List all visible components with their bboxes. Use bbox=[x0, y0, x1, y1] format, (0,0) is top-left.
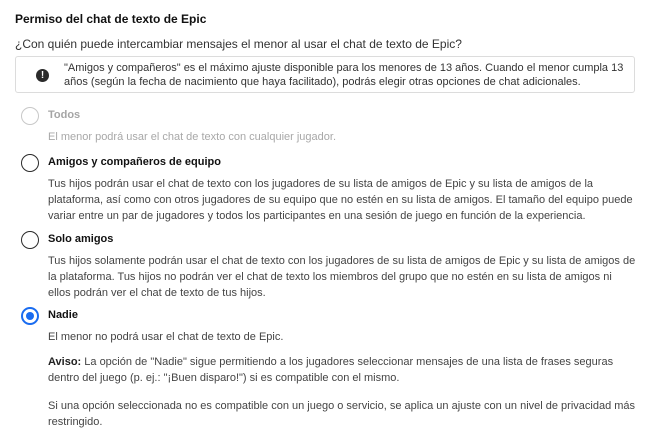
option-description: Tus hijos solamente podrán usar el chat de texto con los jugadores de su lista de amigos de Epic y su lista de amigos de la plataforma. Tus hijos no podrán ver el chat de texto los miembros del grupo que no estén en su lista de amigos ni ellos podrán ver el chat de texto de tus hijos. bbox=[48, 255, 636, 299]
warning-label: Aviso: bbox=[48, 356, 82, 368]
radio-nadie[interactable] bbox=[21, 307, 39, 325]
section-title: Permiso del chat de texto de Epic bbox=[15, 12, 207, 26]
option-label: Solo amigos bbox=[48, 233, 114, 245]
age-restriction-notice bbox=[15, 56, 635, 93]
radio-amigos-y-companeros[interactable] bbox=[21, 154, 39, 172]
warning-paragraph bbox=[48, 354, 636, 386]
option-label: Todos bbox=[48, 109, 81, 121]
radio-todos[interactable] bbox=[21, 107, 39, 125]
option-description: El menor podrá usar el chat de texto con cualquier jugador. bbox=[48, 131, 337, 143]
option-description: El menor no podrá usar el chat de texto de Epic. bbox=[48, 331, 284, 343]
exclamation-icon: ! bbox=[36, 69, 49, 82]
warning-text: La opción de "Nadie" sigue permitiendo a los jugadores seleccionar mensajes de una lista de frases seguras dentro del juego (p. ej.: "¡Buen disparo!") si es compatible con el mismo. bbox=[48, 356, 614, 384]
notice-text: "Amigos y compañeros" es el máximo ajuste disponible para los menores de 13 años. Cuando el menor cumpla 13 años (según la fecha de nacimiento que haya facilitado), podrás elegir otras opciones de chat adicionales. bbox=[64, 62, 624, 88]
footnote-text: Si una opción seleccionada no es compatible con un juego o servicio, se aplica un ajuste con un nivel de privacidad más restringido. bbox=[48, 400, 636, 428]
option-description: Tus hijos podrán usar el chat de texto con los jugadores de su lista de amigos de Epic y su lista de amigos de la plataforma, así como con otros jugadores de su equipo que no estén en su lista de amigos. El tamaño del equipo puede variar entre un par de jugadores y todos los participantes en una sesión de juego en función de la experiencia. bbox=[48, 178, 633, 222]
section-question: ¿Con quién puede intercambiar mensajes el menor al usar el chat de texto de Epic? bbox=[15, 37, 462, 51]
option-label: Nadie bbox=[48, 309, 78, 321]
option-label: Amigos y compañeros de equipo bbox=[48, 156, 221, 168]
radio-solo-amigos[interactable] bbox=[21, 231, 39, 249]
